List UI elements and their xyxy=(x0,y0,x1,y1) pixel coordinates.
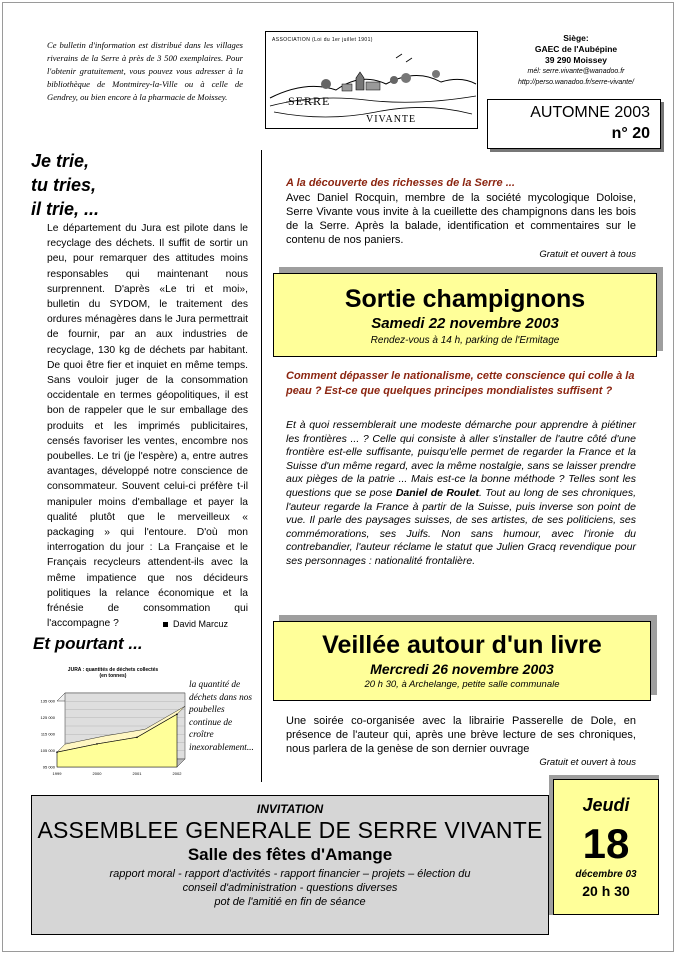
champignons-text: Avec Daniel Rocquin, membre de la société mycologique Doloise, Serre Vivante vous invite à la cueillette des champignons dans les bois de la Serre. Après la balade, identification et commentaires sur le contenu de nos paniers. xyxy=(286,192,636,246)
headline-line-1: Je trie, xyxy=(31,151,90,171)
siege-email[interactable]: mél: serre.vivante@wanadoo.fr xyxy=(527,68,625,75)
y-tick-label: 95 000 xyxy=(42,764,55,770)
recycling-article: Le département du Jura est pilote dans le recyclage des déchets. Il suffit de sortir un peu, pour remarquer des attitudes moins responsables qui maintenant nous surprennent. D'après «Le tri et moi», bulletin du SYDOM, le traitement des ordures ménagères dans le Jura permettrait de fournir, par an aux industries de recyclage, 130 kg de déchets par habitant. De quoi être fier et inquiet en même temps. Sans vouloir juger de la consommation occidentale en termes géopolitiques, il est bon de rappeler que le sur emballage des produits et les imprimés publicitaires, censés favoriser les ventes, encombre nos poubelles. Le tri (je l'espère) a, entre autres avantages, développé notre conscience de consommateur. Souvent celui-ci préfère t-il manipuler moins d'emballage et payer la qualité plutôt que le merveilleux « packaging » qui l'entoure. D'où mon interrogation du jour : La Française et le Français recycleurs attendent-ils avec la même impatience que nos décideurs politiques la relance économique et la frénésie de consommation qui l'accompagne ? xyxy=(47,223,248,630)
association-logo xyxy=(265,31,478,129)
newsletter-page xyxy=(2,2,674,952)
date-month: décembre 03 xyxy=(575,869,637,880)
waste-chart-svg xyxy=(27,663,187,781)
sortie-date: Samedi 22 novembre 2003 xyxy=(371,315,559,332)
champignons-free-note: Gratuit et ouvert à tous xyxy=(539,249,636,260)
chart-data-point xyxy=(176,713,178,715)
veillee-free-note: Gratuit et ouvert à tous xyxy=(539,757,636,768)
y-tick-label: 125 000 xyxy=(40,715,55,720)
veillee-text: Une soirée co-organisée avec la librairie Passerelle de Dole, en présence de l'auteur qui, après une brève lecture de ses chroniques, nous parlera de la genèse de son dernier ouvrage xyxy=(286,715,636,755)
y-tick-label: 135 000 xyxy=(40,698,55,704)
veillee-box xyxy=(273,621,651,701)
date-number: 18 xyxy=(582,820,630,867)
nationalisme-text xyxy=(286,419,636,569)
agenda-line-2: conseil d'administration - questions diverses xyxy=(182,882,398,894)
y-tick-label: 105 000 xyxy=(40,748,55,753)
author-name: David Marcuz xyxy=(173,619,229,629)
nationalisme-heading: Comment dépasser le nationalisme, cette conscience qui colle à la peau ? Est-ce que quelques principes mondialistes suffisent ? xyxy=(286,370,635,397)
veillee-title: Veillée autour d'un livre xyxy=(322,631,602,659)
edition-number: n° 20 xyxy=(611,125,650,142)
siege-label: Siège: xyxy=(563,33,589,43)
headline-line-3: il trie, ... xyxy=(31,199,100,219)
x-tick-label: 2000 xyxy=(92,771,102,776)
date-day: Jeudi xyxy=(582,795,630,815)
nationalisme-text-part-1: Et à quoi ressemblerait une modeste démarche pour apprendre à piétiner les frontières ... ? Celle qui consiste à aller s'installer de l'autre côté d'une frontière est-elle suffisante, puisqu'elle permet de regarder la France et la Suisse d'un même regard, avec la même nostalgie, sans se laisser prendre aux pièges de la patrie ... Mais est-ce la bonne méthode ? Telles sont les questions que se pose xyxy=(286,419,636,499)
article-author xyxy=(163,619,228,629)
intro-text: Ce bulletin d'information est distribué dans les villages riverains de la Serre à près de 3 500 exemplaires. Pour l'obtenir gratuitement, vous pouvez vous adresser à la bibliothèque de Montmirey-la-Ville ou à celle de Gendrey, ou bien encore à la pharmacie de Moissey. xyxy=(47,40,243,102)
date-time: 20 h 30 xyxy=(582,883,630,899)
chart-data-point xyxy=(96,743,98,745)
chart-data-point xyxy=(56,751,58,753)
author-roulet: Daniel de Roulet xyxy=(395,486,479,499)
headquarters-info xyxy=(497,33,655,88)
veillee-info: 20 h 30, à Archelange, petite salle communale xyxy=(364,679,560,690)
x-tick-label: 1999 xyxy=(52,771,62,776)
agenda-line-3: pot de l'amitié en fin de séance xyxy=(214,896,366,908)
tri-headline xyxy=(31,149,99,221)
assemblee-venue: Salle des fêtes d'Amange xyxy=(187,845,393,864)
siege-address: 39 290 Moissey xyxy=(545,55,607,65)
y-tick-label: 115 000 xyxy=(40,731,55,737)
chart-title: JURA : quantités de déchets collectés xyxy=(67,667,159,673)
agenda-line-1: rapport moral - rapport d'activités - rapport financier – projets – élection du xyxy=(109,868,471,880)
x-tick-label: 2002 xyxy=(172,771,182,776)
chart-title-unit: (en tonnes) xyxy=(99,673,127,679)
column-divider xyxy=(261,150,262,782)
sortie-info: Rendez-vous à 14 h, parking de l'Ermitage xyxy=(370,335,560,346)
et-pourtant-headline: Et pourtant ... xyxy=(33,634,143,653)
x-tick-label: 2001 xyxy=(132,771,142,776)
logo-serre-text: SERRE xyxy=(288,94,331,108)
logo-association-text: ASSOCIATION (Loi du 1er juillet 1901) xyxy=(272,37,373,43)
champignons-heading: A la découverte des richesses de la Serre ... xyxy=(286,177,515,189)
logo-vivante-text: VIVANTE xyxy=(366,114,417,125)
assemblee-date-box xyxy=(553,779,659,915)
edition-season: AUTOMNE 2003 xyxy=(530,104,650,121)
nationalisme-text-part-2: . Tout au long de ses chroniques, l'auteur regarde la France à partir de la Suisse, puis inverse son point de vue. Il parle des paysages suisses, de ses artistes, de ses politiciens, ses commémorations, ses Juifs. Non sans humour, avec l'ironie du contrebandier, l'auteur réclame le statut que Julien Gracq revendique pour ses personnages : nationalité frontalière. xyxy=(286,486,636,567)
headline-line-2: tu tries, xyxy=(31,175,97,195)
bullet-square-icon xyxy=(163,622,168,627)
invitation-label: INVITATION xyxy=(256,802,324,816)
veillee-date: Mercredi 26 novembre 2003 xyxy=(370,661,554,677)
assemblee-title: ASSEMBLEE GENERALE DE SERRE VIVANTE xyxy=(37,817,543,843)
chart-data-point xyxy=(136,737,138,739)
siege-name: GAEC de l'Aubépine xyxy=(534,44,618,54)
sortie-champignons-box xyxy=(273,273,657,357)
assemblee-invitation-box xyxy=(31,795,549,935)
edition-box xyxy=(487,99,661,149)
chart-caption: la quantité de déchets dans nos poubelles continue de croître inexorablement... xyxy=(189,680,254,753)
sortie-title: Sortie champignons xyxy=(344,285,586,313)
siege-website[interactable]: http://perso.wanadoo.fr/serre-vivante/ xyxy=(518,79,634,86)
waste-chart xyxy=(27,663,187,781)
